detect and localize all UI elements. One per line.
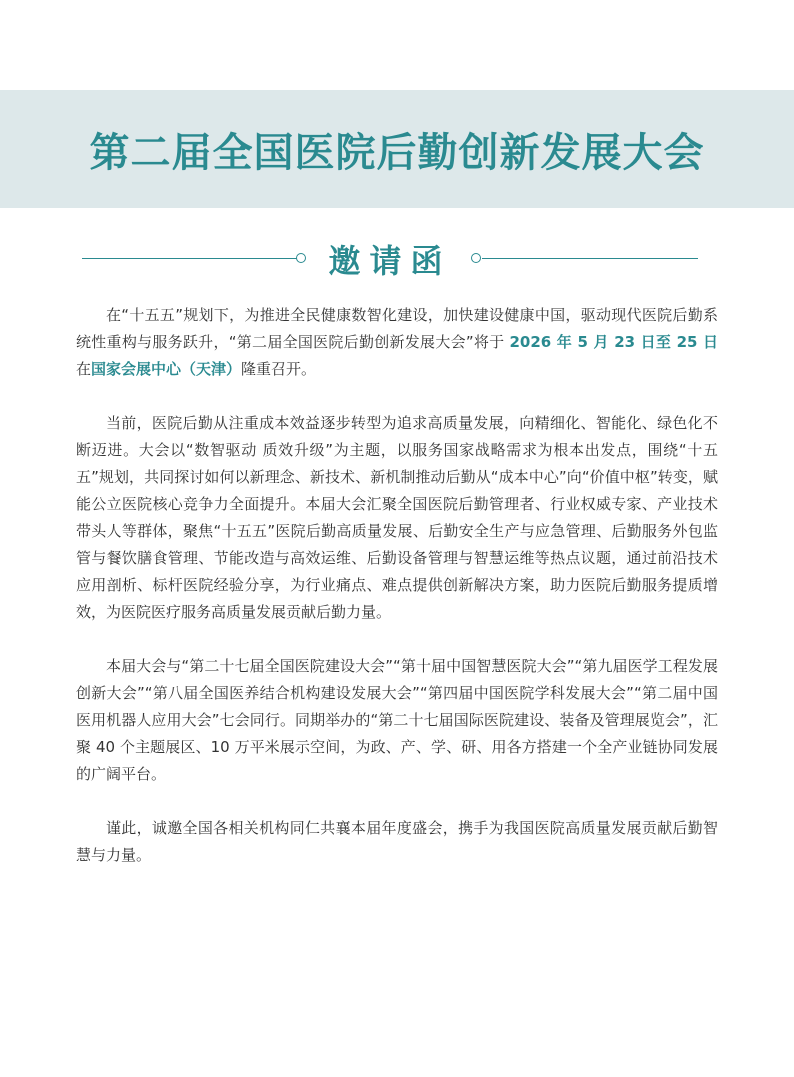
subtitle-row <box>0 232 794 284</box>
paragraph-background: 当前，医院后勤从注重成本效益逐步转型为追求高质量发展，向精细化、智能化、绿色化不断迈进。大会以“数智驱动 质效升级”为主题，以服务国家战略需求为根本出发点，围绕“十五五”规划，共同探讨如何以新理念、新技术、新机制推动后勤从“成本中心”向“价值中枢”转变，赋能公立医院核心竞争力全面提升。本届大会汇聚全国医院后勤管理者、行业权威专家、产业技术带头人等群体，聚焦“十五五”医院后勤高质量发展、后勤安全生产与应急管理、后勤服务外包监管与餐饮膳食管理、节能改造与高效运维、后勤设备管理与智慧运维等热点议题，通过前沿技术应用剖析、标杆医院经验分享，为行业痛点、难点提供创新解决方案，助力医院后勤服务提质增效，为医院医疗服务高质量发展贡献后勤力量。 <box>76 414 718 621</box>
event-venue: 国家会展中心（天津） <box>91 360 242 378</box>
divider-line-left <box>82 258 297 259</box>
event-date: 2026 年 5 月 23 日至 25 日 <box>509 333 718 351</box>
invitation-heading: 邀请函 <box>328 242 452 280</box>
title-banner <box>0 90 794 208</box>
divider-line-right <box>482 258 698 259</box>
intro-mid-text: 在 <box>76 360 92 378</box>
page-title: 第二届全国医院后勤创新发展大会 <box>89 129 705 176</box>
intro-tail-text: 隆重召开。 <box>241 360 317 378</box>
divider-dot-left <box>296 253 306 263</box>
intro-lead-text: 在“十五五”规划下，为推进全民健康数智化建设，加快建设健康中国，驱动现代医院后勤系统性重构与服务跃升，“第二届全国医院后勤创新发展大会”将于 <box>76 306 718 351</box>
letter-body <box>76 302 718 896</box>
paragraph-concurrent-events: 本届大会与“第二十七届全国医院建设大会”“第十届中国智慧医院大会”“第九届医学工程发展创新大会”“第八届全国医养结合机构建设发展大会”“第四届中国医院学科发展大会”“第二届中国医用机器人应用大会”七会同行。同期举办的“第二十七届国际医院建设、装备及管理展览会”，汇聚 40 个主题展区、10 万平米展示空间，为政、产、学、研、用各方搭建一个全产业链协同发展的广阔平台。 <box>76 657 718 783</box>
paragraph-closing: 谨此，诚邀全国各相关机构同仁共襄本届年度盛会，携手为我国医院高质量发展贡献后勤智慧与力量。 <box>76 819 718 864</box>
paragraph-intro <box>76 302 718 383</box>
divider-dot-right <box>471 253 481 263</box>
